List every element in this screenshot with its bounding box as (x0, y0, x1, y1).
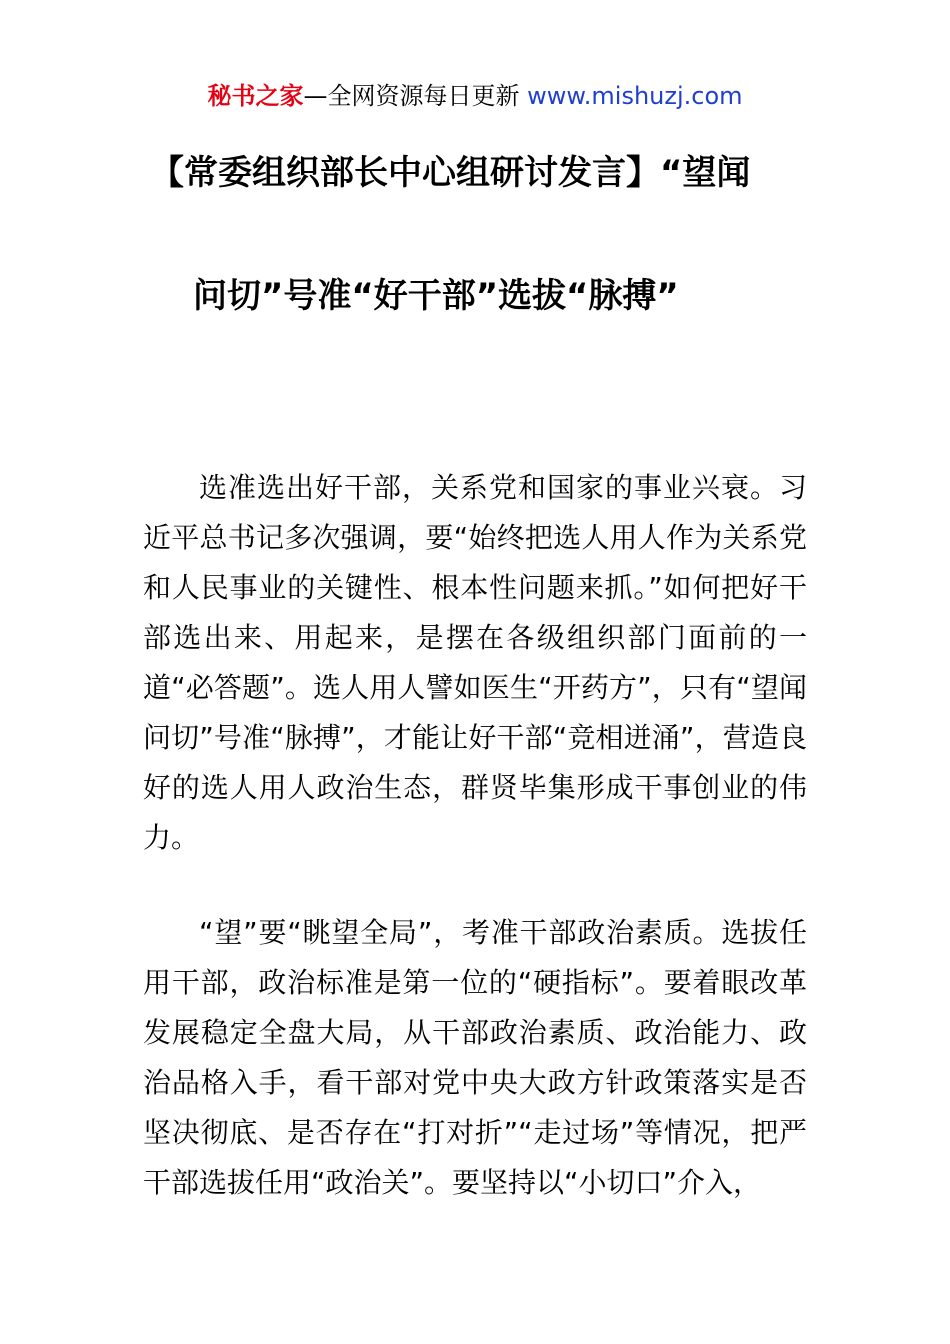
body-paragraph-1: 选准选出好干部，关系党和国家的事业兴衰。习近平总书记多次强调，要“始终把选人用人作为关系党和人民事业的关键性、根本性问题来抓。”如何把好干部选出来、用起来，是摆在各级组织部门面前的一道“必答题”。选人用人譬如医生“开药方”，只有“望闻问切”号准“脉搏”，才能让好干部“竞相迸涌”，营造良好的选人用人政治生态，群贤毕集形成干事创业的伟力。 (143, 471, 807, 854)
document-title-line-1: 【常委组织部长中心组研讨发言】“望闻 (150, 153, 751, 193)
body-paragraph-2: “望”要“眺望全局”，考准干部政治素质。选拔任用干部，政治标准是第一位的“硬指标”。要着眼改革发展稳定全盘大局，从干部政治素质、政治能力、政治品格入手，看干部对党中央大政方针政策落实是否坚决彻底、是否存在“打对折”“走过场”等情况，把严干部选拔任用“政治关”。要坚持以“小切口”介入， (143, 916, 807, 1199)
document-title-line-2: 问切”号准“好干部”选拔“脉搏” (193, 276, 679, 316)
brand-name: 秘书之家 (207, 82, 304, 110)
site-header (0, 80, 950, 112)
header-tagline: —全网资源每日更新 (303, 82, 528, 110)
site-url-link[interactable]: www.mishuzj.com (527, 82, 743, 110)
